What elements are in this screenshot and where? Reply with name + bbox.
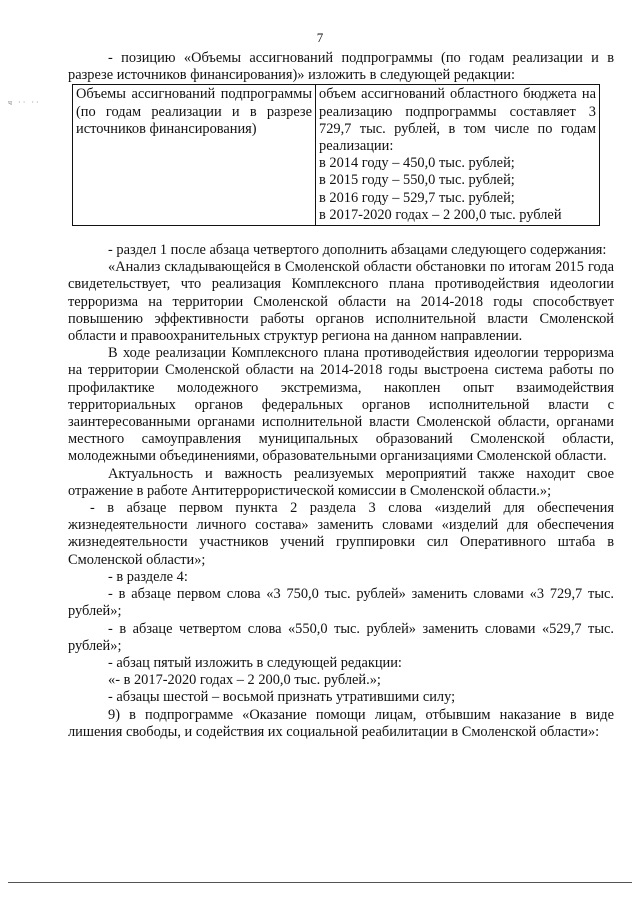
table-line: в 2016 году – 529,7 тыс. рублей; xyxy=(319,189,515,206)
passport-table xyxy=(72,84,600,226)
paragraph-item9: 9) в подпрограмме «Оказание помощи лицам, отбывшим наказание в виде лишения свободы, и содействия их социальной реабилитации в Смоленской области»: xyxy=(68,706,614,740)
table-line: в 2017-2020 годах – 2 200,0 тыс. рублей xyxy=(319,206,562,223)
paragraph-section4: - в разделе 4: xyxy=(108,568,188,585)
table-row xyxy=(73,85,600,226)
paragraph-first-abzac: - в абзаце первом слова «3 750,0 тыс. рублей» заменить словами «3 729,7 тыс. рублей»; xyxy=(68,586,614,620)
table-line: объем ассигнований областного бюджета на реализацию подпрограммы составляет 3 729,7 тыс. рублей, в том числе по годам реализации: xyxy=(319,86,596,155)
footer-divider xyxy=(8,882,632,883)
paragraph-implementation: В ходе реализации Комплексного плана противодействия идеологии терроризма на территории Смоленской области на 2014-2018 годы выстроена система работы по профилактике молодежного экстремизма, накоплен опыт взаимодействия территориальных органов федеральных органов исполнительной власти с заинтересованными органами исполнительной власти Смоленской области, органами местного самоуправления муниципальных образований Смоленской области, молодежными объединениями, образовательными организациями Смоленской области. xyxy=(68,345,614,465)
table-line: в 2015 году – 550,0 тыс. рублей; xyxy=(319,172,515,189)
paragraph-section1: - раздел 1 после абзаца четвертого дополнить абзацами следующего содержания: xyxy=(108,242,607,259)
intro-paragraph: - позицию «Объемы ассигнований подпрограммы (по годам реализации и в разрезе источников финансирования)» изложить в следующей редакции: xyxy=(68,50,614,84)
table-line: в 2014 году – 450,0 тыс. рублей; xyxy=(319,155,515,172)
paragraph-new-text: «- в 2017-2020 годах – 2 200,0 тыс. рублей.»; xyxy=(108,672,381,689)
paragraph-section3: - в абзаце первом пункта 2 раздела 3 слова «изделий для обеспечения жизнедеятельности личного состава» заменить словами «изделий для обеспечения жизнедеятельности участников учений группировки сил Оперативного штаба в Смоленской области»; xyxy=(68,500,614,568)
paragraph-fifth-abzac: - абзац пятый изложить в следующей редакции: xyxy=(108,654,402,671)
paragraph-relevance: Актуальность и важность реализуемых мероприятий также находит свое отражение в работе Антитеррористической комиссии в Смоленской области.»; xyxy=(68,465,614,499)
margin-mark: ч ·· ·· xyxy=(8,98,41,107)
paragraph-fourth-abzac: - в абзаце четвертом слова «550,0 тыс. рублей» заменить словами «529,7 тыс. рублей»; xyxy=(68,620,614,654)
table-cell-right xyxy=(316,85,600,226)
paragraph-analysis: «Анализ складывающейся в Смоленской области обстановки по итогам 2015 года свидетельствует, что реализация Комплексного плана противодействия идеологии терроризма на территории Смоленской области на 2014-2018 годы способствует повышению эффективности работы органов исполнительной власти Смоленской области и правоохранительных структур региона на данном направлении. xyxy=(68,259,614,345)
paragraph-repeal: - абзацы шестой – восьмой признать утратившими силу; xyxy=(108,689,456,706)
table-cell-left: Объемы ассигнований подпрограммы (по годам реализации и в разрезе источников финансирования) xyxy=(73,85,316,226)
document-body xyxy=(68,50,614,741)
page-number: 7 xyxy=(316,30,324,45)
